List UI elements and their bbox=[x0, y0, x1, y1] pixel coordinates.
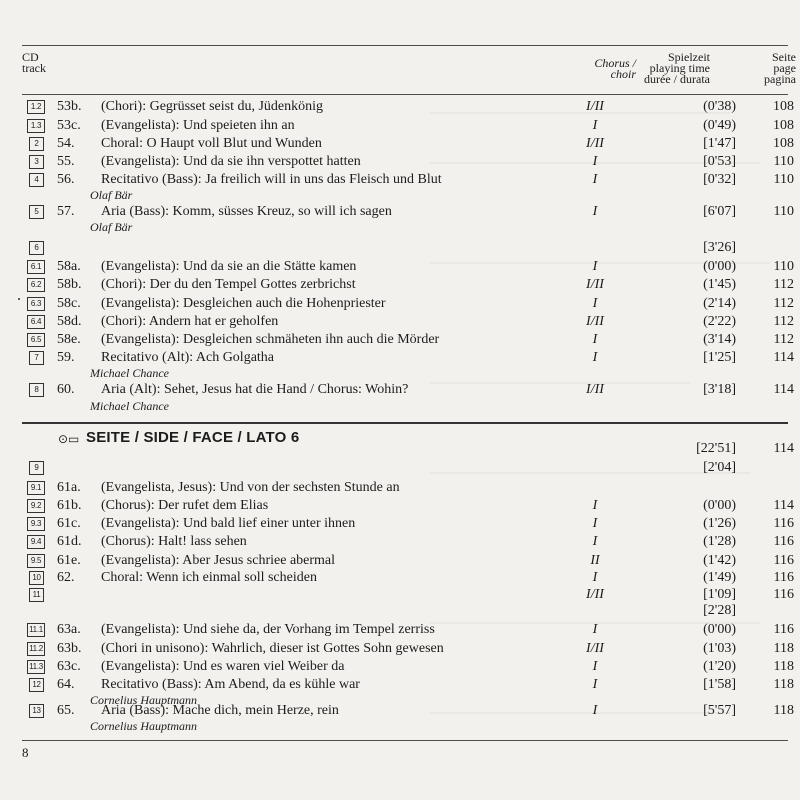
chorus-indicator: I/II bbox=[586, 587, 604, 602]
chorus-indicator: I bbox=[592, 703, 598, 718]
movement-title: (Chorus): Halt! lass sehen bbox=[101, 534, 247, 549]
playing-time: [3'18] bbox=[703, 382, 736, 397]
track-row bbox=[0, 117, 800, 136]
movement-title: Choral: O Haupt voll Blut und Wunden bbox=[101, 136, 322, 151]
movement-title: Aria (Bass): Komm, süsses Kreuz, so will ich sagen bbox=[101, 204, 392, 219]
track-number-box: 10 bbox=[29, 571, 44, 585]
page-ref: 118 bbox=[773, 703, 794, 718]
track-number-box: 7 bbox=[29, 351, 44, 365]
page-ref: 108 bbox=[773, 118, 794, 133]
movement-title: (Evangelista): Und es waren viel Weiber da bbox=[101, 659, 345, 674]
track-row bbox=[0, 135, 800, 154]
chorus-indicator: I bbox=[592, 570, 598, 585]
movement-number: 64. bbox=[57, 677, 75, 692]
soloist-name: Michael Chance bbox=[90, 399, 169, 413]
chorus-indicator: I bbox=[592, 677, 598, 692]
movement-title: Choral: Wenn ich einmal soll scheiden bbox=[101, 570, 317, 585]
movement-number: 59. bbox=[57, 350, 75, 365]
chorus-indicator: I bbox=[592, 154, 598, 169]
playing-time: [3'26] bbox=[703, 240, 736, 255]
page-ref: 108 bbox=[773, 136, 794, 151]
page-ref: 114 bbox=[773, 350, 794, 365]
movement-title: (Chori): Gegrüsset seist du, Jüdenkönig bbox=[101, 99, 324, 114]
track-number-box: 9.3 bbox=[27, 517, 45, 531]
movement-number: 55. bbox=[57, 154, 75, 169]
track-number-box: 6.1 bbox=[27, 260, 45, 274]
chorus-indicator: I bbox=[592, 498, 598, 513]
page-ref: 116 bbox=[773, 553, 794, 568]
bottom-rule bbox=[22, 740, 788, 741]
side-total-row bbox=[0, 440, 800, 459]
soloist-name: Olaf Bär bbox=[90, 188, 133, 202]
track-row bbox=[0, 276, 800, 295]
soloist-name: Olaf Bär bbox=[90, 220, 133, 234]
chorus-indicator: I/II bbox=[586, 641, 604, 656]
chorus-indicator: I/II bbox=[586, 277, 604, 292]
playing-time: (1'45) bbox=[703, 277, 736, 292]
movement-title: (Chori): Der du den Tempel Gottes zerbrichst bbox=[101, 277, 356, 292]
track-row bbox=[0, 602, 800, 621]
track-number-box: 9.4 bbox=[27, 535, 45, 549]
track-number-box: 6.2 bbox=[27, 278, 45, 292]
page-ref: 118 bbox=[773, 659, 794, 674]
playing-time: [1'58] bbox=[703, 677, 736, 692]
movement-number: 61b. bbox=[57, 498, 82, 513]
chorus-indicator: I bbox=[592, 622, 598, 637]
chorus-indicator: I bbox=[592, 659, 598, 674]
side-title: SEITE / SIDE / FACE / LATO 6 bbox=[86, 429, 300, 446]
track-number-box: 6.3 bbox=[27, 297, 45, 311]
playing-time: (1'20) bbox=[703, 659, 736, 674]
movement-number: 63a. bbox=[57, 622, 81, 637]
chorus-indicator: I bbox=[592, 172, 598, 187]
playing-time: [0'53] bbox=[703, 154, 736, 169]
page-ref: 116 bbox=[773, 534, 794, 549]
movement-number: 60. bbox=[57, 382, 75, 397]
movement-title: (Evangelista, Jesus): Und von der sechsten Stunde an bbox=[101, 480, 400, 495]
playing-time: [2'04] bbox=[703, 460, 736, 475]
page-ref: 114 bbox=[773, 382, 794, 397]
playing-time: (1'49) bbox=[703, 570, 736, 585]
track-row bbox=[0, 640, 800, 659]
movement-title: Recitativo (Bass): Ja freilich will in uns das Fleisch und Blut bbox=[101, 172, 442, 187]
cassette-icon: ⊙▭ bbox=[58, 432, 80, 446]
movement-number: 62. bbox=[57, 570, 75, 585]
movement-title: (Evangelista): Desgleichen schmäheten ihn auch die Mörder bbox=[101, 332, 440, 347]
playing-time: (0'38) bbox=[703, 99, 736, 114]
page-ref: 110 bbox=[773, 172, 794, 187]
track-row bbox=[0, 98, 800, 117]
track-row bbox=[0, 381, 800, 400]
print-dot bbox=[18, 298, 20, 300]
playing-time: [1'09] bbox=[703, 587, 736, 602]
playing-time: (1'26) bbox=[703, 516, 736, 531]
movement-title: (Evangelista): Und siehe da, der Vorhang im Tempel zerriss bbox=[101, 622, 435, 637]
track-number-box: 12 bbox=[29, 678, 44, 692]
page-ref: 110 bbox=[773, 154, 794, 169]
page-ref: 116 bbox=[773, 587, 794, 602]
page-ref: 110 bbox=[773, 259, 794, 274]
movement-title: (Evangelista): Und da sie ihn verspottet hatten bbox=[101, 154, 361, 169]
page-ref: 108 bbox=[773, 99, 794, 114]
movement-number: 56. bbox=[57, 172, 75, 187]
track-row bbox=[0, 459, 800, 478]
chorus-indicator: I/II bbox=[586, 382, 604, 397]
section-rule bbox=[22, 422, 788, 424]
track-row bbox=[0, 515, 800, 534]
soloist-name: Michael Chance bbox=[90, 366, 169, 380]
movement-number: 54. bbox=[57, 136, 75, 151]
movement-number: 63c. bbox=[57, 659, 81, 674]
movement-title: Recitativo (Alt): Ach Golgatha bbox=[101, 350, 275, 365]
track-number-box: 4 bbox=[29, 173, 44, 187]
page-ref: 110 bbox=[773, 204, 794, 219]
header-rule bbox=[22, 94, 788, 95]
movement-number: 57. bbox=[57, 204, 75, 219]
playing-time: (2'22) bbox=[703, 314, 736, 329]
chorus-indicator: I bbox=[592, 534, 598, 549]
playing-time: [6'07] bbox=[703, 204, 736, 219]
movement-title: (Evangelista): Und bald lief einer unter ihnen bbox=[101, 516, 356, 531]
movement-number: 58c. bbox=[57, 296, 81, 311]
track-number-box: 13 bbox=[29, 704, 44, 718]
track-number-box: 6.5 bbox=[27, 333, 45, 347]
playing-time: (1'42) bbox=[703, 553, 736, 568]
track-number-box: 5 bbox=[29, 205, 44, 219]
page-ref: 116 bbox=[773, 516, 794, 531]
playing-time: (0'00) bbox=[703, 498, 736, 513]
movement-number: 61c. bbox=[57, 516, 81, 531]
track-number-box: 1.2 bbox=[27, 100, 45, 114]
top-rule bbox=[22, 45, 788, 46]
side-page: 114 bbox=[773, 441, 794, 456]
chorus-indicator: I bbox=[592, 204, 598, 219]
playing-time: [5'57] bbox=[703, 703, 736, 718]
chorus-indicator: I bbox=[592, 259, 598, 274]
playing-time: (0'00) bbox=[703, 259, 736, 274]
playing-time: (1'03) bbox=[703, 641, 736, 656]
chorus-indicator: I bbox=[592, 118, 598, 133]
page-ref: 112 bbox=[773, 314, 794, 329]
track-number-box: 6.4 bbox=[27, 315, 45, 329]
track-number-box: 9.5 bbox=[27, 554, 45, 568]
track-number-box: 11 bbox=[29, 588, 44, 602]
movement-title: (Evangelista): Aber Jesus schriee abermal bbox=[101, 553, 336, 568]
movement-title: (Evangelista): Und speieten ihn an bbox=[101, 118, 295, 133]
track-row bbox=[0, 239, 800, 258]
movement-number: 61d. bbox=[57, 534, 82, 549]
track-number-box: 9.1 bbox=[27, 481, 45, 495]
track-row bbox=[0, 621, 800, 640]
page-ref: 116 bbox=[773, 570, 794, 585]
track-row bbox=[0, 658, 800, 677]
track-number-box: 1.3 bbox=[27, 119, 45, 133]
page-ref: 118 bbox=[773, 641, 794, 656]
playing-time: [2'28] bbox=[703, 603, 736, 618]
track-number-box: 9 bbox=[29, 461, 44, 475]
movement-title: Recitativo (Bass): Am Abend, da es kühle war bbox=[101, 677, 360, 692]
movement-number: 58b. bbox=[57, 277, 82, 292]
track-number-box: 11.2 bbox=[27, 642, 45, 656]
page-ref: 112 bbox=[773, 296, 794, 311]
soloist-name: Cornelius Hauptmann bbox=[90, 719, 198, 733]
track-number-box: 9.2 bbox=[27, 499, 45, 513]
movement-number: 58e. bbox=[57, 332, 81, 347]
header-cd-track: CD track bbox=[22, 50, 46, 75]
chorus-indicator: I/II bbox=[586, 314, 604, 329]
playing-time: (0'49) bbox=[703, 118, 736, 133]
soloist-name: Cornelius Hauptmann bbox=[90, 693, 198, 707]
track-row bbox=[0, 479, 800, 498]
chorus-indicator: I/II bbox=[586, 136, 604, 151]
playing-time: [0'32] bbox=[703, 172, 736, 187]
track-number-box: 2 bbox=[29, 137, 44, 151]
playing-time: (0'00) bbox=[703, 622, 736, 637]
page-ref: 114 bbox=[773, 498, 794, 513]
track-number-box: 11.1 bbox=[27, 623, 45, 637]
chorus-indicator: I bbox=[592, 516, 598, 531]
movement-number: 53c. bbox=[57, 118, 81, 133]
movement-title: Aria (Alt): Sehet, Jesus hat die Hand / Chorus: Wohin? bbox=[101, 382, 409, 397]
movement-title: (Chori in unisono): Wahrlich, dieser ist Gottes Sohn gewesen bbox=[101, 641, 444, 656]
chorus-indicator: I bbox=[592, 350, 598, 365]
page-number: 8 bbox=[22, 745, 29, 760]
chorus-indicator: I/II bbox=[586, 99, 604, 114]
track-row bbox=[0, 295, 800, 314]
movement-number: 61e. bbox=[57, 553, 81, 568]
track-number-box: 3 bbox=[29, 155, 44, 169]
track-row bbox=[0, 313, 800, 332]
movement-title: Aria (Bass): Mache dich, mein Herze, rein bbox=[101, 703, 339, 718]
playing-time: [1'47] bbox=[703, 136, 736, 151]
movement-title: (Evangelista): Und da sie an die Stätte kamen bbox=[101, 259, 357, 274]
track-number-box: 6 bbox=[29, 241, 44, 255]
playing-time: (3'14) bbox=[703, 332, 736, 347]
chorus-indicator: II bbox=[590, 553, 600, 568]
page-ref: 112 bbox=[773, 277, 794, 292]
header-chorus: Chorus / choir bbox=[594, 56, 636, 81]
page-ref: 116 bbox=[773, 622, 794, 637]
movement-title: (Chori): Andern hat er geholfen bbox=[101, 314, 279, 329]
side-total-time: [22'51] bbox=[696, 441, 736, 456]
track-row bbox=[0, 533, 800, 552]
movement-number: 58a. bbox=[57, 259, 81, 274]
playing-time: (1'28) bbox=[703, 534, 736, 549]
movement-number: 63b. bbox=[57, 641, 82, 656]
movement-number: 61a. bbox=[57, 480, 81, 495]
movement-number: 53b. bbox=[57, 99, 82, 114]
track-row bbox=[0, 153, 800, 172]
movement-number: 58d. bbox=[57, 314, 82, 329]
track-row bbox=[0, 331, 800, 350]
movement-title: (Chorus): Der rufet dem Elias bbox=[101, 498, 269, 513]
playing-time: [1'25] bbox=[703, 350, 736, 365]
track-row bbox=[0, 258, 800, 277]
track-row bbox=[0, 497, 800, 516]
track-number-box: 11.3 bbox=[27, 660, 45, 674]
chorus-indicator: I bbox=[592, 332, 598, 347]
playing-time: (2'14) bbox=[703, 296, 736, 311]
movement-number: 65. bbox=[57, 703, 75, 718]
movement-title: (Evangelista): Desgleichen auch die Hohenpriester bbox=[101, 296, 386, 311]
chorus-indicator: I bbox=[592, 296, 598, 311]
header-page: Seite page pagina bbox=[764, 50, 796, 86]
track-number-box: 8 bbox=[29, 383, 44, 397]
page-ref: 112 bbox=[773, 332, 794, 347]
header-playing-time: Spielzeit playing time durée / durata bbox=[644, 50, 710, 86]
page-ref: 118 bbox=[773, 677, 794, 692]
